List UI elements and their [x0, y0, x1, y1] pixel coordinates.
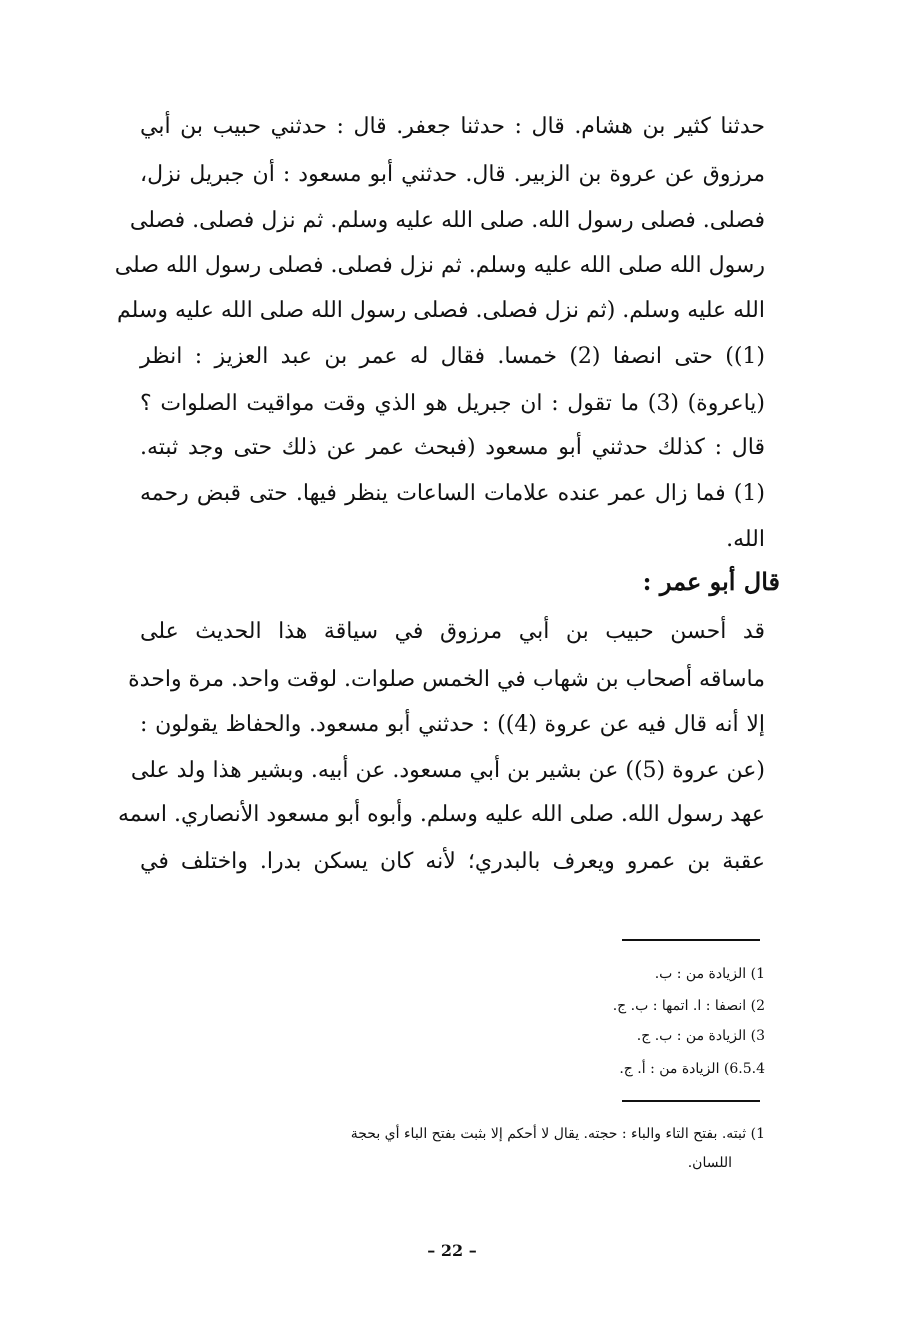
body-line: (1) فما زال عمر عنده علامات الساعات ينظر فيها. حتى قبض رحمه — [140, 481, 765, 506]
body-line: حدثنا كثير بن هشام. قال : حدثنا جعفر. قال : حدثني حبيب بن أبي — [140, 114, 765, 139]
page-number: – 22 – — [427, 1241, 477, 1260]
footnote: 2) انصفا : ا. اتمها : ب. ج. — [612, 998, 765, 1014]
body-line: عقبة بن عمرو ويعرف بالبدري؛ لأنه كان يسكن بدرا. واختلف في — [140, 849, 765, 874]
footnote: اللسان. — [687, 1155, 732, 1171]
footnote: 1) ثبته. بفتح التاء والباء : حجته. يقال لا أحكم إلا بثبت بفتح الباء أي بحجة — [350, 1126, 765, 1142]
body-line: رسول الله صلى الله عليه وسلم. ثم نزل فصلى. فصلى رسول الله صلى — [114, 253, 765, 278]
body-line: ماساقه أصحاب بن شهاب في الخمس صلوات. لوقت واحد. مرة واحدة — [128, 667, 765, 692]
body-line: مرزوق عن عروة بن الزبير. قال. حدثني أبو مسعود : أن جبريل نزل، — [140, 162, 765, 187]
body-line: فصلى. فصلى رسول الله. صلى الله عليه وسلم. ثم نزل فصلى. فصلى — [129, 208, 765, 233]
body-line: إلا أنه قال فيه عن عروة (4)) : حدثني أبو مسعود. والحفاظ يقولون : — [140, 712, 765, 737]
body-line: عهد رسول الله. صلى الله عليه وسلم. وأبوه أبو مسعود الأنصاري. اسمه — [117, 802, 765, 827]
footnote: 3) الزيادة من : ب. ج. — [636, 1028, 765, 1044]
footnote: 1) الزيادة من : ب. — [654, 966, 765, 982]
body-line: قد أحسن حبيب بن أبي مرزوق في سياقة هذا الحديث على — [140, 619, 765, 644]
body-line: (عن عروة (5)) عن بشير بن أبي مسعود. عن أبيه. وبشير هذا ولد على — [130, 758, 765, 783]
footnote-separator — [622, 939, 760, 941]
body-line: قال : كذلك حدثني أبو مسعود (فبحث عمر عن ذلك حتى وجد ثبته. — [140, 435, 765, 460]
footnote-separator — [622, 1100, 760, 1102]
section-heading: قال أبو عمر : — [642, 567, 780, 596]
footnote: 6.5.4) الزيادة من : أ. ج. — [619, 1061, 765, 1077]
body-line: (ياعروة) (3) ما تقول : ان جبريل هو الذي وقت مواقيت الصلوات ؟ — [140, 391, 765, 416]
body-line: الله عليه وسلم. (ثم نزل فصلى. فصلى رسول الله صلى الله عليه وسلم — [117, 298, 765, 323]
body-line: الله. — [726, 527, 765, 552]
body-line: (1)) حتى انصفا (2) خمسا. فقال له عمر بن عبد العزيز : انظر — [140, 344, 765, 369]
